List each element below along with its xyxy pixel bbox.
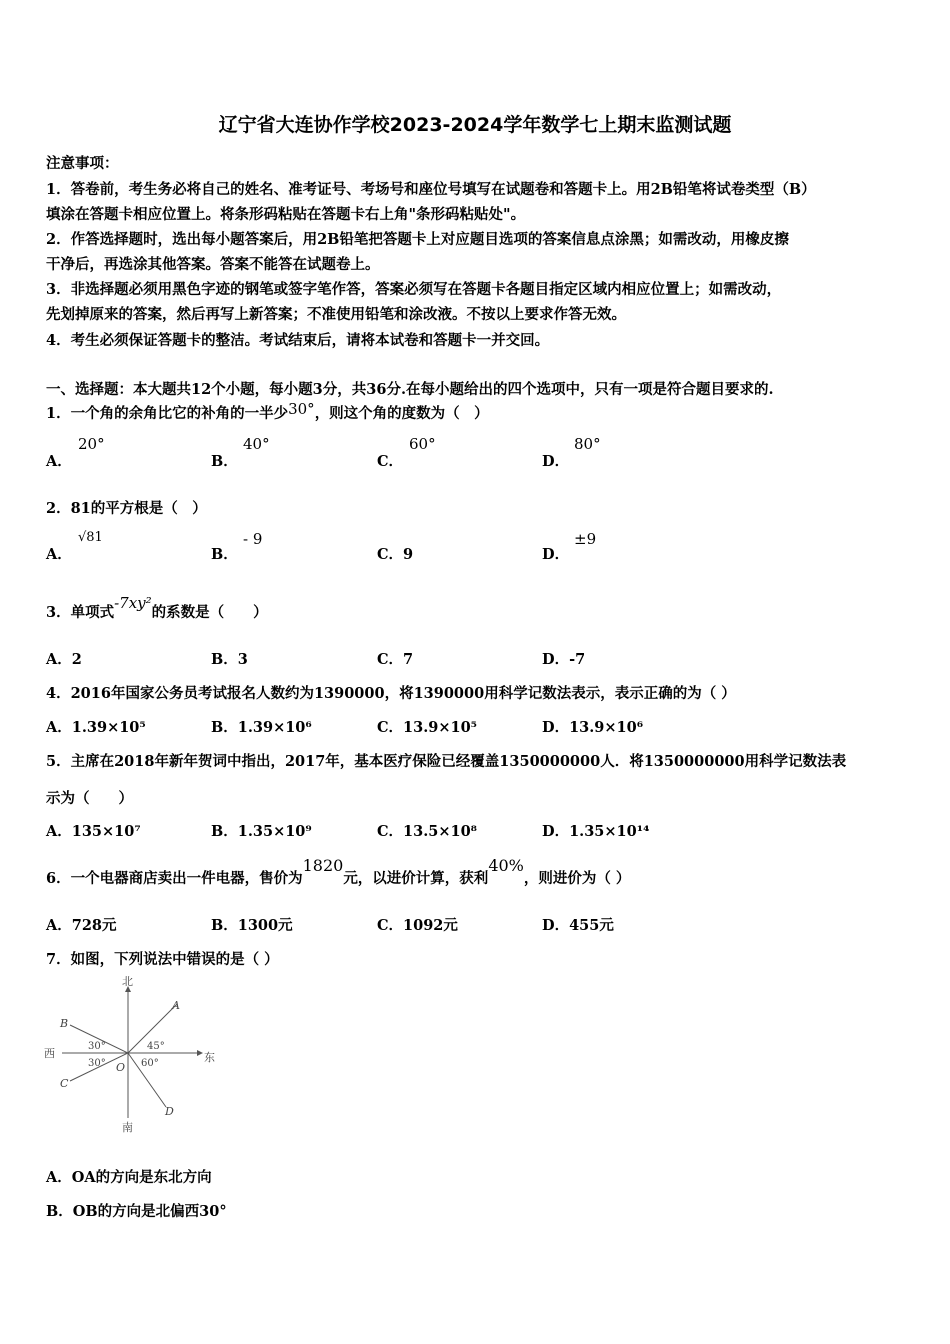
option-a: A．OA的方向是东北方向	[46, 1169, 212, 1186]
option-c-value: 60°	[409, 435, 436, 453]
point-b: B	[60, 1017, 69, 1030]
option-b-label: B．	[211, 453, 238, 470]
notice-line: 1．答卷前，考生务必将自己的姓名、准考证号、考场号和座位号填写在试题卷和答题卡上。用2B铅笔将试卷类型（B）	[46, 181, 816, 198]
notice-heading: 注意事项：	[46, 155, 119, 172]
question-stem: 元，以进价计算，获利	[343, 870, 489, 887]
section-heading: 一、选择题：本大题共12个小题，每小题3分，共36分.在每小题给出的四个选项中，只有一项是符合题目要求的.	[46, 381, 774, 398]
notice-line: 2．作答选择题时，选出每小题答案后，用2B铅笔把答题卡上对应题目选项的答案信息点涂黑；如需改动，用橡皮擦	[46, 231, 789, 248]
option-c: C．13.5×10⁸	[377, 823, 478, 840]
option-d: D．-7	[542, 651, 586, 668]
question-stem: ，则这个角的度数为（ ）	[314, 405, 489, 422]
option-b-label: B．	[211, 546, 238, 563]
question-7: 7．如图，下列说法中错误的是（ ）	[46, 951, 279, 968]
option-c-label: C．	[377, 453, 404, 470]
notice-line: 3．非选择题必须用黑色字迹的钢笔或签字笔作答，答案必须写在答题卡各题目指定区域内相应位置上；如需改动，	[46, 281, 782, 298]
question-3	[46, 594, 268, 622]
option-b: B．1.39×10⁶	[211, 719, 312, 736]
option-a: A．728元	[46, 917, 117, 934]
option-c: C．13.9×10⁵	[377, 719, 478, 736]
option-a: A．135×10⁷	[46, 823, 141, 840]
question-stem: 的系数是（ ）	[151, 604, 268, 621]
direction-figure	[44, 975, 219, 1135]
profit-value: 40%	[488, 856, 524, 875]
formula: -7xy²	[114, 594, 152, 612]
question-stem: ，则进价为（ ）	[523, 870, 631, 887]
page-title: 辽宁省大连协作学校2023-2024学年数学七上期末监测试题	[218, 114, 732, 136]
notice-line: 干净后，再选涂其他答案。答案不能答在试题卷上。	[46, 256, 380, 273]
option-d: D．13.9×10⁶	[542, 719, 644, 736]
angle-label: 60°	[141, 1058, 159, 1069]
option-b: B．3	[211, 651, 248, 668]
question-stem: 6．一个电器商店卖出一件电器，售价为	[46, 870, 303, 887]
option-d-value: ±9	[574, 530, 597, 548]
option-c: C．9	[377, 546, 414, 563]
option-c: C．1092元	[377, 917, 458, 934]
option-b: B．OB的方向是北偏西30°	[46, 1203, 227, 1220]
point-c: C	[60, 1077, 69, 1090]
notice-line: 填涂在答题卡相应位置上。将条形码粘贴在答题卡右上角"条形码粘贴处"。	[46, 206, 526, 223]
notice-line: 先划掉原来的答案，然后再写上新答案；不准使用铅笔和涂改液。不按以上要求作答无效。	[46, 306, 626, 323]
angle-label: 30°	[88, 1041, 106, 1052]
option-a: A．1.39×10⁵	[46, 719, 146, 736]
option-b: B．1.35×10⁹	[211, 823, 312, 840]
point-o: O	[116, 1061, 126, 1074]
south-label: 南	[122, 1121, 133, 1134]
formula: 30°	[288, 400, 315, 418]
question-5: 5．主席在2018年新年贺词中指出，2017年，基本医疗保险已经覆盖1350000000人．将1350000000用科学记数法表	[46, 753, 847, 770]
option-a-label: A．	[46, 453, 72, 470]
point-a: A	[172, 999, 180, 1012]
point-d: D	[165, 1105, 174, 1118]
question-4: 4．2016年国家公务员考试报名人数约为1390000，将1390000用科学记数法表示，表示正确的为（ ）	[46, 685, 736, 702]
question-2: 2．81的平方根是（ ）	[46, 500, 207, 517]
option-a-label: A．	[46, 546, 72, 563]
option-c: C．7	[377, 651, 414, 668]
option-a-value: √81	[78, 530, 103, 545]
north-label: 北	[122, 975, 133, 988]
east-label: 东	[204, 1051, 215, 1064]
notice-line: 4．考生必须保证答题卡的整洁。考试结束后，请将本试卷和答题卡一并交回。	[46, 332, 550, 349]
price-value: 1820	[302, 856, 344, 875]
angle-label: 45°	[147, 1041, 165, 1052]
option-a: A．2	[46, 651, 82, 668]
option-d-label: D．	[542, 546, 570, 563]
option-d-label: D．	[542, 453, 570, 470]
option-b-value: - 9	[243, 530, 263, 548]
question-1	[46, 402, 489, 423]
question-6	[46, 856, 631, 888]
option-d: D．455元	[542, 917, 614, 934]
question-stem: 1．一个角的余角比它的补角的一半少	[46, 405, 289, 422]
option-a-value: 20°	[78, 435, 105, 453]
option-b: B．1300元	[211, 917, 293, 934]
option-d-value: 80°	[574, 435, 601, 453]
question-5-cont: 示为（ ）	[46, 790, 133, 807]
option-d: D．1.35×10¹⁴	[542, 823, 650, 840]
west-label: 西	[44, 1047, 55, 1060]
question-stem: 3．单项式	[46, 604, 115, 621]
option-b-value: 40°	[243, 435, 270, 453]
angle-label: 30°	[88, 1058, 106, 1069]
